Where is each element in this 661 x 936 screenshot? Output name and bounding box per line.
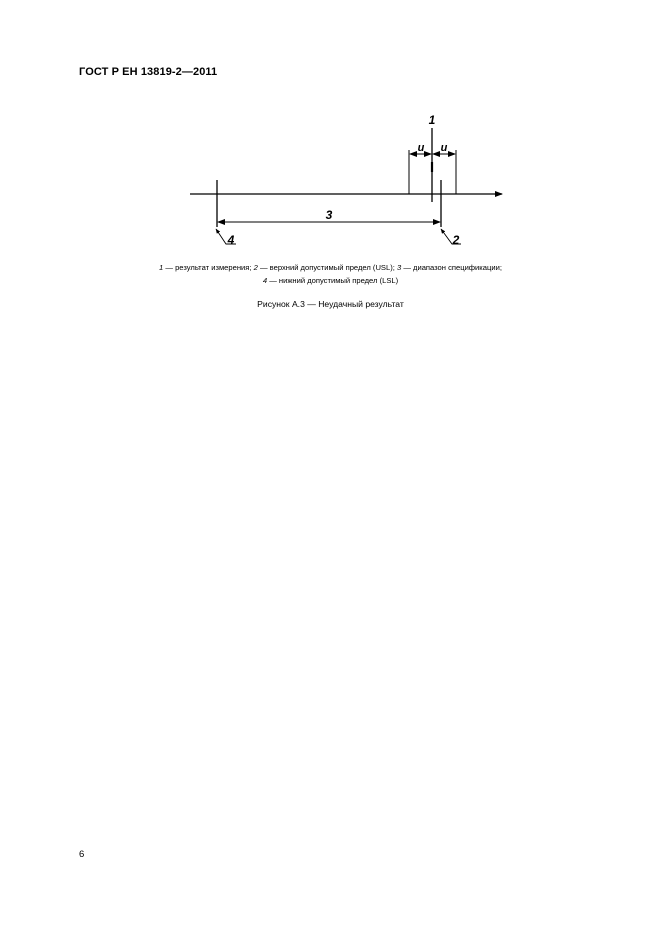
- legend-text-4: — нижний допустимый предел (LSL): [267, 276, 399, 285]
- legend-line-2: [0, 274, 661, 287]
- legend-num-1: 1: [159, 263, 164, 272]
- legend-line-1: [0, 261, 661, 274]
- legend-text-3: — диапазон спецификации;: [401, 263, 502, 272]
- figure-caption: Рисунок А.3 — Неудачный результат: [257, 299, 404, 309]
- label-4: 4: [227, 233, 235, 247]
- legend-text-2: — верхний допустимый предел (USL);: [257, 263, 397, 272]
- legend-text-1: — результат измерения;: [163, 263, 254, 272]
- label-u-right: u: [440, 142, 448, 154]
- legend-num-2: 2: [253, 263, 258, 272]
- page-number: 6: [79, 849, 85, 860]
- legend-num-3: 3: [396, 263, 402, 272]
- legend-num-4: 4: [262, 276, 268, 285]
- label-u-left: u: [417, 142, 425, 154]
- figure-a3-diagram: [0, 0, 661, 300]
- document-header: ГОСТ Р ЕН 13819-2—2011: [79, 66, 218, 78]
- label-2: 2: [452, 233, 460, 247]
- label-3: 3: [325, 208, 333, 222]
- label-1: 1: [428, 113, 436, 127]
